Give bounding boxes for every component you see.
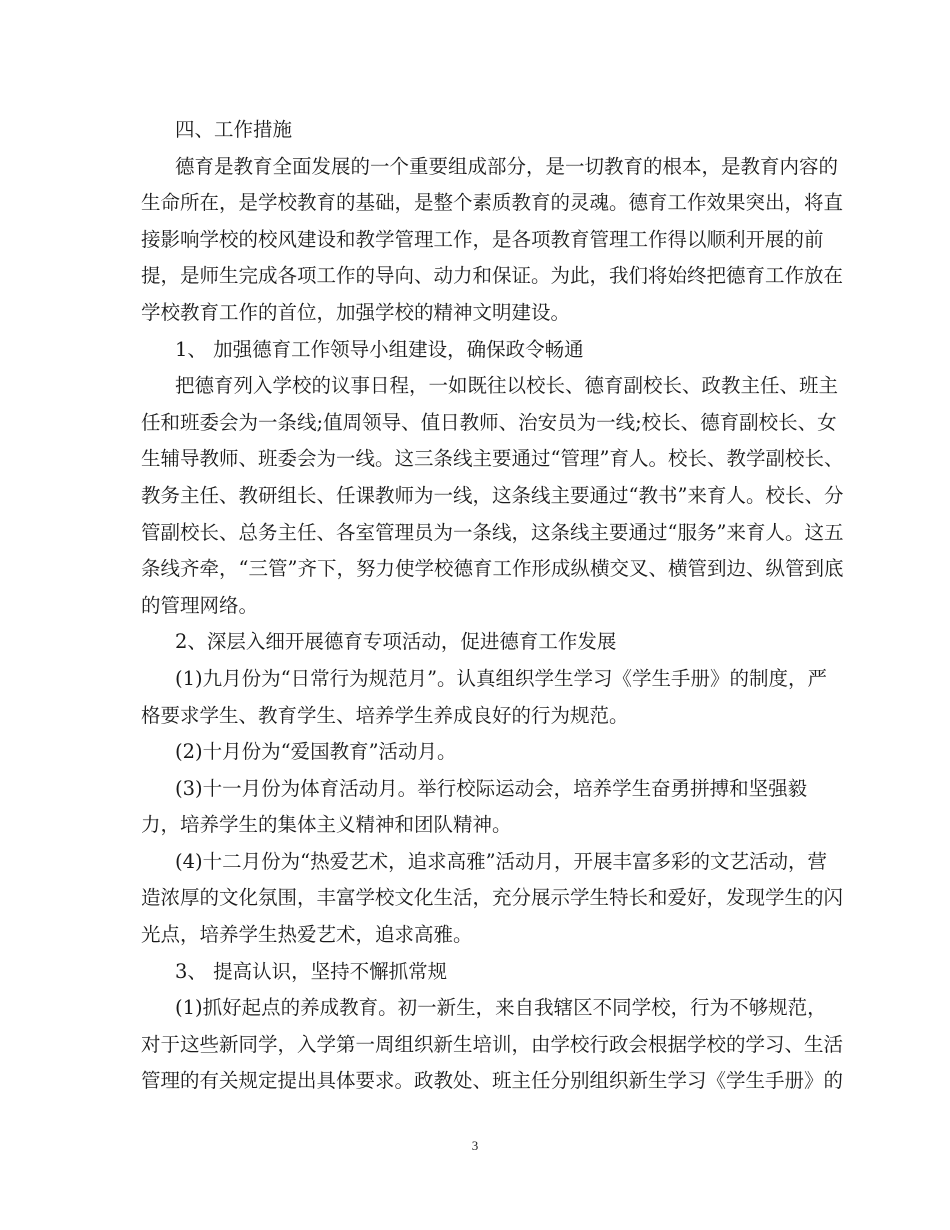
text-line: 对于这些新同学，入学第一周组织新生培训，由学校行政会根据学校的学习、生活 [141, 1032, 844, 1056]
paragraph-intro [141, 149, 844, 332]
subheading-2 [141, 624, 821, 661]
page-number: 3 [471, 1138, 479, 1153]
text-line: 光点，培养学生热爱艺术，追求高雅。 [141, 923, 473, 947]
text-line: 提，是师生完成各项工作的导向、动力和保证。为此，我们将始终把德育工作放在 [141, 264, 844, 288]
paragraph-leadership [141, 368, 844, 624]
text-line: (1)抓好起点的养成教育。初一新生，来自我辖区不同学校，行为不够规范， [175, 996, 827, 1020]
text-line: 四、工作措施 [175, 118, 293, 141]
text-line: (2)十月份为“爱国教育”活动月。 [175, 740, 457, 764]
text-line: 1、 加强德育工作领导小组建设，确保政令畅通 [175, 337, 584, 361]
text-line: 把德育列入学校的议事日程，一如既往以校长、德育副校长、政教主任、班主 [175, 374, 839, 398]
text-line: 德育是教育全面发展的一个重要组成部分，是一切教育的根本，是教育内容的 [175, 154, 839, 178]
text-line: 2、深层入细开展德育专项活动，促进德育工作发展 [175, 630, 617, 654]
section-heading-measures [141, 112, 821, 149]
text-line: 格要求学生、教育学生、培养学生养成良好的行为规范。 [141, 703, 629, 727]
text-line: 条线齐牵，“三管”齐下，努力使学校德育工作形成纵横交叉、横管到边、纵管到底 [141, 557, 844, 581]
text-line: 的管理网络。 [141, 593, 259, 617]
text-line: 接影响学校的校风建设和教学管理工作，是各项教育管理工作得以顺利开展的前 [141, 227, 824, 251]
paragraph-september [141, 661, 828, 734]
text-line: 力，培养学生的集体主义精神和团队精神。 [141, 813, 512, 837]
text-line: 学校教育工作的首位，加强学校的精神文明建设。 [141, 300, 571, 324]
paragraph-starting-point [141, 990, 844, 1100]
text-line: 教务主任、教研组长、任课教师为一线，这条线主要通过“教书”来育人。校长、分 [141, 483, 844, 507]
subheading-1 [141, 332, 821, 369]
text-line: 造浓厚的文化氛围，丰富学校文化生活，充分展示学生特长和爱好，发现学生的闪 [141, 886, 844, 910]
text-line: 管副校长、总务主任、各室管理员为一条线，这条线主要通过“服务”来育人。这五 [141, 520, 844, 544]
subheading-3 [141, 954, 821, 991]
paragraph-december [141, 844, 844, 954]
text-line: 任和班委会为一条线;值周领导、值日教师、治安员为一线;校长、德育副校长、女 [141, 410, 837, 434]
paragraph-october [141, 734, 821, 771]
document-body [141, 112, 844, 1100]
text-line: (3)十一月份为体育活动月。举行校际运动会，培养学生奋勇拼搏和坚强毅 [175, 776, 808, 800]
text-line: 生命所在，是学校教育的基础，是整个素质教育的灵魂。德育工作效果突出，将直 [141, 191, 844, 215]
text-line: 3、 提高认识，坚持不懈抓常规 [175, 959, 448, 983]
text-line: (4)十二月份为“热爱艺术，追求高雅”活动月，开展丰富多彩的文艺活动，营 [175, 849, 828, 873]
text-line: (1)九月份为“日常行为规范月”。认真组织学生学习《学生手册》的制度，严 [175, 666, 828, 690]
text-line: 生辅导教师、班委会为一线。这三条线主要通过“管理”育人。校长、教学副校长、 [141, 447, 844, 471]
text-line: 管理的有关规定提出具体要求。政教处、班主任分别组织新生学习《学生手册》的 [141, 1069, 844, 1093]
paragraph-november [141, 771, 821, 844]
